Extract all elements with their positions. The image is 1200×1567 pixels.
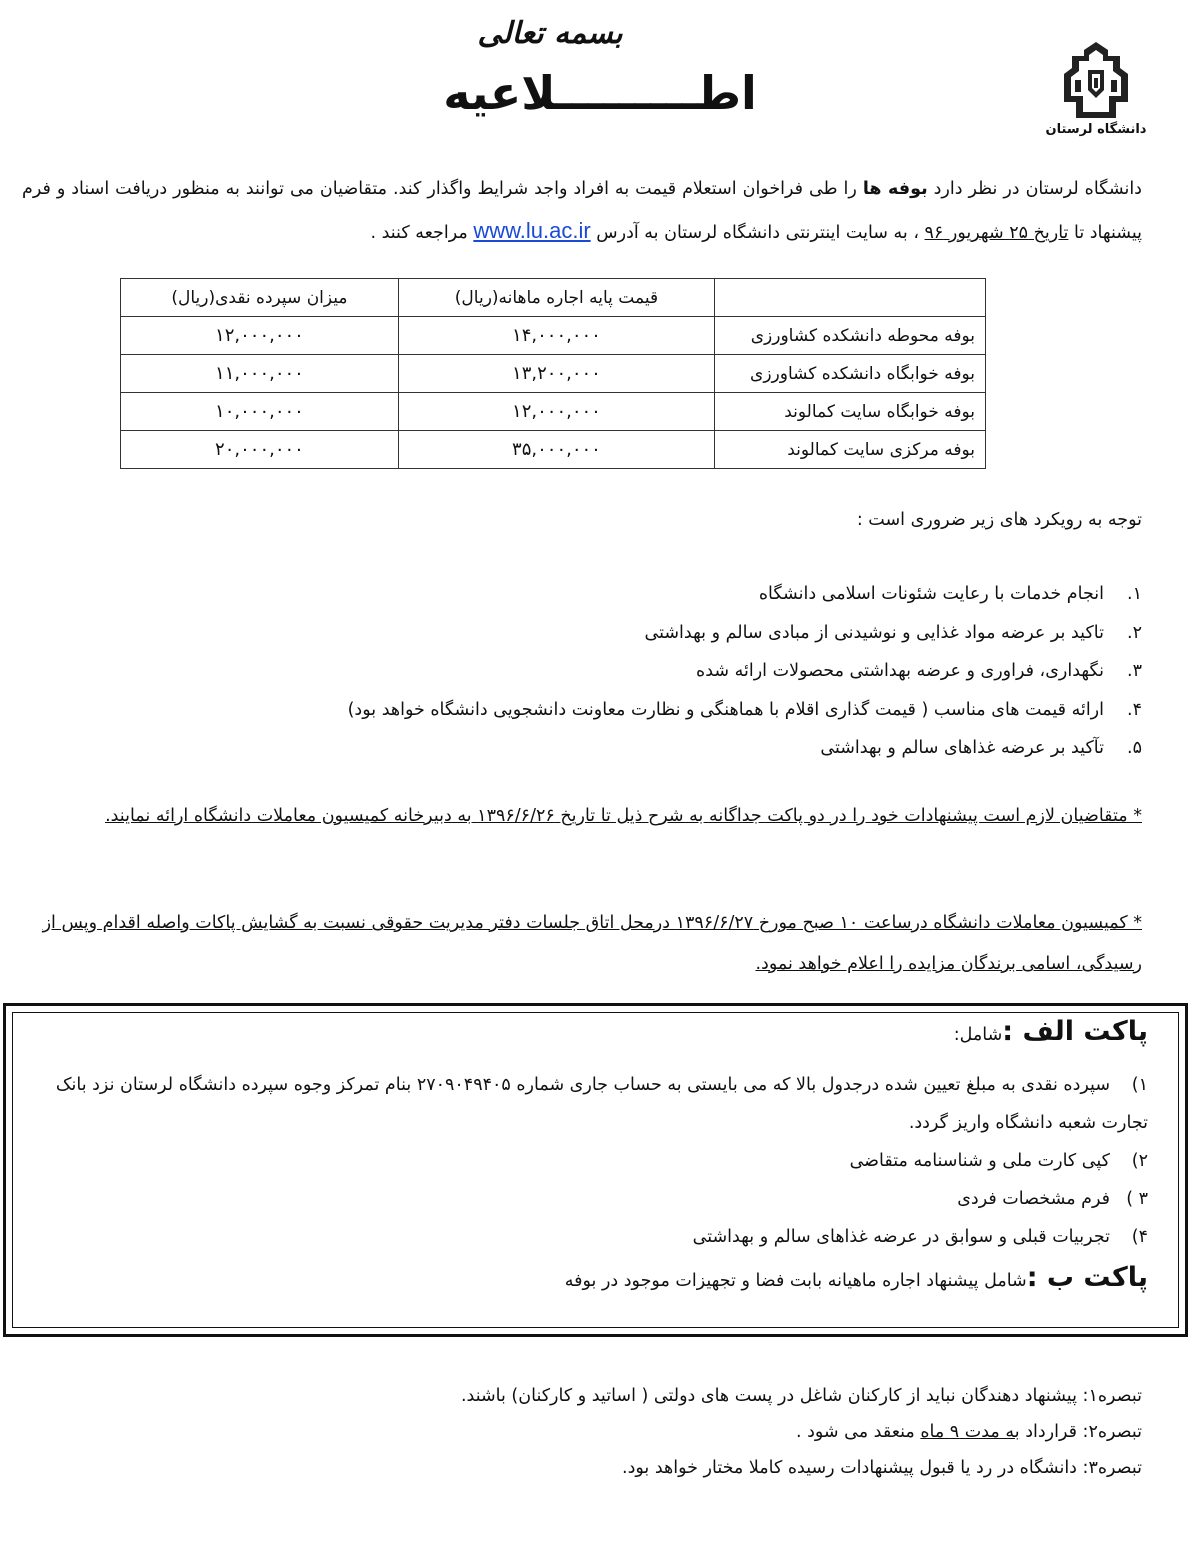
buffet-name: بوفه خوابگاه سایت کمالوند — [715, 393, 986, 431]
footnote-3: تبصره۳: دانشگاه در رد یا قبول پیشنهادات رسیده کاملا مختار خواهد بود. — [622, 1458, 1142, 1478]
deposit-amount: ۱۱,۰۰۰,۰۰۰ — [121, 355, 399, 393]
package-b-title: پاکت ب : — [1026, 1262, 1148, 1293]
list-item-number: ۱) — [1131, 1075, 1148, 1095]
buffet-name: بوفه محوطه دانشکده کشاورزی — [715, 317, 986, 355]
basmala: بسمه تعالی — [477, 16, 623, 51]
list-item-text: تاکید بر عرضه مواد غذایی و نوشیدنی از مبادی سالم و بهداشتی — [644, 622, 1104, 643]
price-table — [120, 278, 986, 469]
list-item-number: ۴) — [1131, 1227, 1148, 1247]
list-item-text: انجام خدمات با رعایت شئونات اسلامی دانشگاه — [758, 584, 1104, 604]
buffet-name: بوفه خوابگاه دانشکده کشاورزی — [715, 355, 986, 393]
requirements-list — [182, 575, 1142, 768]
list-item — [182, 614, 1142, 653]
intro-paragraph — [22, 168, 1142, 254]
list-item — [48, 1180, 1148, 1218]
intro-text: ، به سایت اینترنتی دانشگاه لرستان به آدرس — [590, 223, 925, 243]
table-row — [121, 431, 986, 469]
deadline-date: تاریخ ۲۵ شهریور ۹۶ — [924, 223, 1069, 243]
package-b-heading — [565, 1262, 1148, 1293]
university-emblem-icon — [1058, 40, 1134, 120]
rent-price: ۱۳,۲۰۰,۰۰۰ — [398, 355, 714, 393]
table-row — [121, 317, 986, 355]
list-item-text: نگهداری، فراوری و عرضه بهداشتی محصولات ارائه شده — [696, 661, 1104, 681]
intro-text: مراجعه کنند . — [370, 223, 474, 243]
logo-caption: دانشگاه لرستان — [1045, 122, 1147, 137]
package-a-heading — [954, 1016, 1148, 1047]
table-row — [121, 355, 986, 393]
list-item-number: ۴. — [1127, 699, 1142, 720]
requirements-heading: توجه به رویکرد های زیر ضروری است : — [856, 510, 1142, 530]
table-header-cell: میزان سپرده نقدی(ریال) — [121, 279, 399, 317]
package-a-suffix: شامل: — [953, 1025, 1003, 1045]
footnotes — [42, 1378, 1142, 1486]
list-item — [48, 1218, 1148, 1256]
rent-price: ۱۲,۰۰۰,۰۰۰ — [398, 393, 714, 431]
list-item — [182, 652, 1142, 691]
table-row — [121, 393, 986, 431]
list-item-number: ۵. — [1127, 738, 1142, 758]
package-a-title: پاکت الف : — [1002, 1016, 1148, 1047]
deposit-amount: ۱۲,۰۰۰,۰۰۰ — [121, 317, 399, 355]
footnote-2 — [42, 1414, 1142, 1450]
deposit-amount: ۱۰,۰۰۰,۰۰۰ — [121, 393, 399, 431]
list-item-text: تآکید بر عرضه غذاهای سالم و بهداشتی — [820, 738, 1104, 758]
commission-note: * کمیسیون معاملات دانشگاه درساعت ۱۰ صبح مورخ ۱۳۹۶/۶/۲۷ درمحل اتاق جلسات دفتر مدیریت حقوقی نسبت به گشایش پاکات واصله اقدام وپس از رسیدگی، اسامی برندگان مزایده را اعلام خواهد نمود. — [42, 913, 1142, 974]
website-link[interactable]: www.lu.ac.ir — [473, 218, 591, 243]
list-item-number: ۳. — [1127, 661, 1142, 681]
list-item — [182, 729, 1142, 768]
list-item-text: سپرده نقدی به مبلغ تعیین شده درجدول بالا که می بایستی به حساب جاری شماره ۲۷۰۹۰۴۹۴۰۵ بنام تمرکز وجوه سپرده دانشگاه لرستان نزد بانک تجارت شعبه دانشگاه واریز گردد. — [55, 1075, 1148, 1133]
list-item-text: فرم مشخصات فردی — [957, 1189, 1110, 1209]
package-a-list — [48, 1066, 1148, 1256]
table-header-cell — [715, 279, 986, 317]
table-header-row — [121, 279, 986, 317]
deposit-amount: ۲۰,۰۰۰,۰۰۰ — [121, 431, 399, 469]
submission-note: * متقاضیان لازم است پیشنهادات خود را در دو پاکت جداگانه به شرح ذیل تا تاریخ ۱۳۹۶/۶/۲۶ به دبیرخانه کمیسیون معاملات دانشگاه ارائه نمایند. — [105, 806, 1142, 826]
list-item-text: تجربیات قبلی و سوابق در عرضه غذاهای سالم و بهداشتی — [692, 1227, 1110, 1247]
university-logo — [1036, 40, 1156, 152]
intro-bold-subject: بوفه ها — [862, 179, 928, 199]
page-title: اطـــــــــلاعیه — [443, 66, 757, 120]
buffet-name: بوفه مرکزی سایت کمالوند — [715, 431, 986, 469]
list-item-number: ۲) — [1131, 1151, 1148, 1171]
table-header-cell: قیمت پایه اجاره ماهانه(ریال) — [398, 279, 714, 317]
rent-price: ۱۴,۰۰۰,۰۰۰ — [398, 317, 714, 355]
contract-duration: به مدت ۹ ماه — [920, 1422, 1020, 1442]
footnote-2-prefix: تبصره۲: قرارداد — [1019, 1422, 1142, 1442]
intro-text: را طی فراخوان استعلام قیمت به افراد واجد شرایط واگذار کند. متقاضیان می توانند به منظور دریافت اسناد و فرم پیشنهاد تا — [22, 179, 1142, 243]
package-b-text: شامل پیشنهاد اجاره ماهیانه بابت فضا و تجهیزات موجود در بوفه — [564, 1271, 1027, 1291]
rent-price: ۳۵,۰۰۰,۰۰۰ — [398, 431, 714, 469]
list-item — [48, 1142, 1148, 1180]
intro-text: دانشگاه لرستان در نظر دارد — [927, 179, 1142, 199]
list-item — [182, 575, 1142, 614]
list-item-text: ارائه قیمت های مناسب ( قیمت گذاری اقلام با هماهنگی و نظارت معاونت دانشجویی دانشگاه خواهد بود) — [347, 699, 1104, 720]
list-item-text: کپی کارت ملی و شناسنامه متقاضی — [849, 1151, 1110, 1171]
footnote-1: تبصره۱: پیشنهاد دهندگان نباید از کارکنان شاغل در پست های دولتی ( اساتید و کارکنان) باشند. — [460, 1386, 1142, 1406]
list-item-number: ۳ ) — [1126, 1189, 1148, 1209]
list-item — [182, 691, 1142, 730]
list-item — [48, 1066, 1148, 1142]
list-item-number: ۱. — [1127, 584, 1142, 604]
list-item-number: ۲. — [1127, 622, 1142, 643]
footnote-2-suffix: منعقد می شود . — [795, 1422, 921, 1442]
